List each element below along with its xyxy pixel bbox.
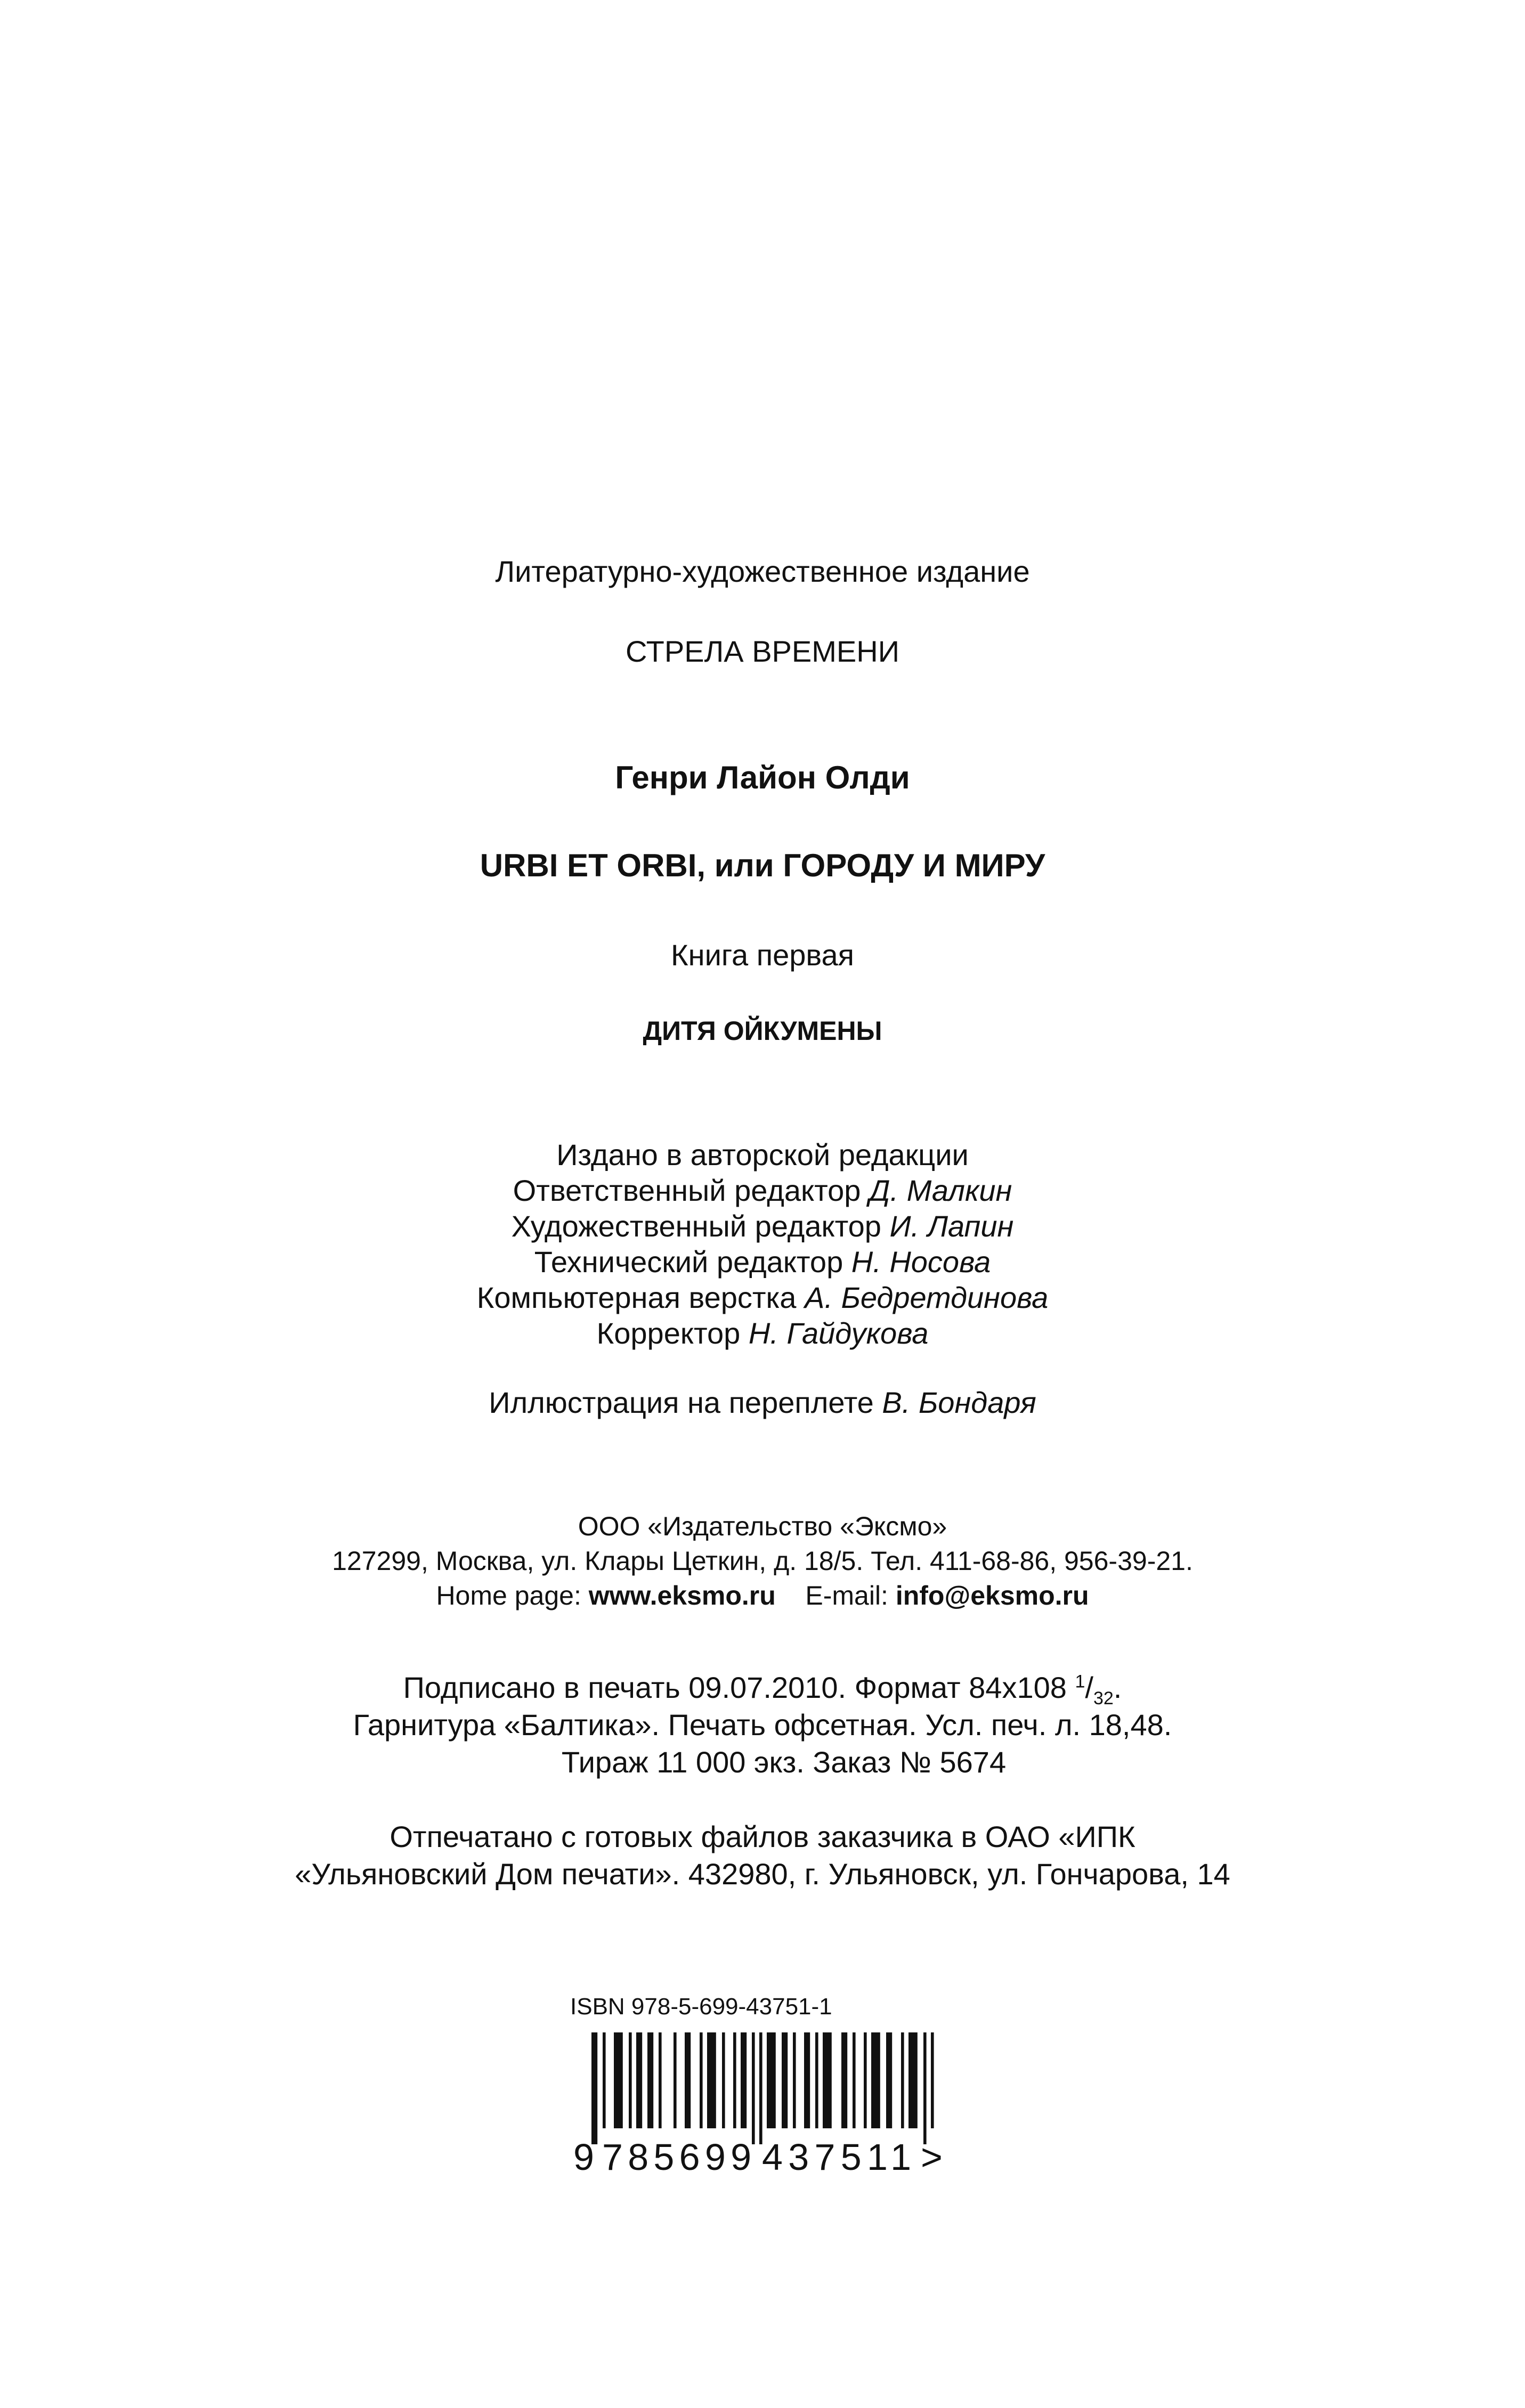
book-number: Книга первая: [671, 938, 854, 972]
barcode-bar: [804, 2032, 810, 2128]
homepage-label: Home page:: [436, 1581, 581, 1610]
author-name: Генри Лайон Олди: [615, 760, 910, 795]
format-denominator: 32: [1093, 1688, 1114, 1709]
barcode-bar: [741, 2032, 747, 2128]
barcode-bar: [752, 2032, 755, 2144]
credit-role: Компьютерная верстка: [476, 1281, 797, 1314]
barcode-bar: [591, 2032, 597, 2144]
credit-role: Корректор: [596, 1316, 741, 1350]
barcode-bar: [685, 2032, 691, 2128]
credit-line: [0, 1211, 1525, 1241]
credit-line: [0, 1140, 1525, 1170]
credit-line: [0, 1283, 1525, 1313]
barcode-bar: [636, 2032, 642, 2128]
credit-line: [0, 1316, 1525, 1350]
print-info-line3: Тираж 11 000 экз. Заказ № 5674: [561, 1745, 1007, 1779]
credit-role: Технический редактор: [534, 1245, 843, 1279]
barcode-bar: [823, 2032, 832, 2128]
barcode-bar: [767, 2032, 776, 2128]
print-info-line2: Гарнитура «Балтика». Печать офсетная. Усл. печ. л. 18,48.: [353, 1708, 1172, 1742]
barcode-bar: [614, 2032, 623, 2128]
credit-line: [0, 1247, 1525, 1277]
barcode-bar: [908, 2032, 918, 2128]
barcode-bar: [793, 2032, 796, 2128]
edition-type: Литературно-художественное издание: [495, 555, 1030, 588]
barcode-bar: [815, 2032, 818, 2128]
credit-role: Иллюстрация на переплете: [489, 1386, 874, 1419]
printer-line1: Отпечатано с готовых файлов заказчика в ОАО «ИПК: [390, 1820, 1135, 1853]
homepage-link[interactable]: www.eksmo.ru: [588, 1581, 776, 1610]
series-title: СТРЕЛА ВРЕМЕНИ: [626, 634, 899, 668]
publisher-contacts: [0, 1582, 1525, 1609]
barcode-digits-right: 437511: [762, 2136, 911, 2178]
barcode-bar: [674, 2032, 677, 2128]
barcode-bar: [782, 2032, 788, 2128]
illustration-credit: [0, 1388, 1525, 1418]
email-link[interactable]: info@eksmo.ru: [895, 1581, 1089, 1610]
book-title: URBI ET ORBI, или ГОРОДУ И МИРУ: [480, 848, 1045, 883]
printer-line2: «Ульяновский Дом печати». 432980, г. Ульяновск, ул. Гончарова, 14: [295, 1857, 1230, 1891]
isbn-barcode-block: [570, 1994, 964, 2178]
barcode-bar: [629, 2032, 632, 2128]
credit-name: И. Лапин: [889, 1209, 1014, 1243]
credit-line: [0, 1176, 1525, 1206]
isbn-label: ISBN 978-5-699-43751-1: [570, 1994, 832, 2020]
email-label: E-mail:: [805, 1581, 888, 1610]
barcode-bar: [659, 2032, 662, 2128]
format-period: .: [1113, 1671, 1122, 1704]
barcode-bar: [853, 2032, 856, 2128]
barcode-bar: [886, 2032, 892, 2128]
credit-role: Художественный редактор: [511, 1209, 881, 1243]
barcode-bar: [871, 2032, 880, 2128]
publisher-address: 127299, Москва, ул. Клары Цеткин, д. 18/5. Тел. 411-68-86, 956-39-21.: [332, 1546, 1193, 1576]
credit-role: Ответственный редактор: [513, 1174, 861, 1207]
credit-name: А. Бедретдинова: [805, 1281, 1049, 1314]
publisher-name: ООО «Издательство «Эксмо»: [578, 1511, 947, 1541]
barcode-bar: [707, 2032, 716, 2128]
barcode-bar: [733, 2032, 736, 2128]
barcode-bar: [603, 2032, 606, 2128]
credit-name: В. Бондаря: [882, 1386, 1036, 1419]
credit-name: Н. Гайдукова: [748, 1316, 929, 1350]
barcode-bar: [923, 2032, 927, 2144]
credit-role: Издано в авторской редакции: [556, 1138, 969, 1172]
barcode-bar: [759, 2032, 762, 2144]
print-date-format: Подписано в печать 09.07.2010. Формат 84x108: [403, 1671, 1067, 1704]
barcode-bar: [722, 2032, 725, 2128]
credit-name: Д. Малкин: [869, 1174, 1012, 1207]
print-info-line1: [0, 1671, 1525, 1709]
format-numerator: 1: [1075, 1671, 1085, 1692]
barcode-bar: [931, 2032, 934, 2128]
format-slash: /: [1085, 1671, 1093, 1704]
barcode-bar: [864, 2032, 867, 2128]
barcode-bar: [647, 2032, 653, 2128]
barcode-bar: [841, 2032, 847, 2128]
credit-name: Н. Носова: [851, 1245, 991, 1279]
barcode-bar: [901, 2032, 904, 2128]
barcode-bar: [700, 2032, 703, 2128]
barcode-icon: [570, 2032, 964, 2182]
barcode-quiet-mark: >: [921, 2136, 943, 2178]
barcode-digits-left: 785699: [602, 2136, 751, 2178]
barcode-digit-first: 9: [573, 2136, 594, 2178]
book-subtitle: ДИТЯ ОЙКУМЕНЫ: [643, 1016, 882, 1046]
